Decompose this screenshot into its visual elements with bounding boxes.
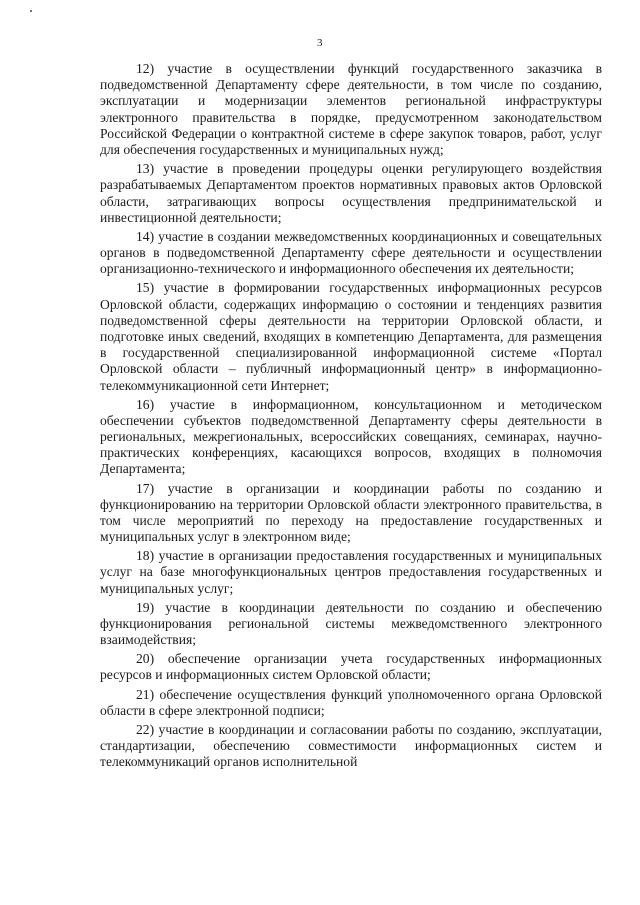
clause-19: 19) участие в координации деятельности по созданию и обеспечению функционирования региональной системы межведомственного электронного взаимодействия;: [100, 599, 602, 648]
clause-14: 14) участие в создании межведомственных координационных и совещательных органов в подведомственной Департаменту сфере деятельности и осуществлении организационно-технического и информационного обеспечения их деятельности;: [100, 228, 602, 277]
clause-13: 13) участие в проведении процедуры оценки регулирующего воздействия разрабатываемых Департаментом проектов нормативных правовых актов Орловской области, затрагивающих вопросы осуществления предпринимательской и инвестиционной деятельности;: [100, 161, 602, 225]
clause-21: 21) обеспечение осуществления функций уполномоченного органа Орловской области в сфере электронной подписи;: [100, 686, 602, 718]
scan-artifact-dot: [30, 10, 32, 12]
page-number: 3: [317, 37, 323, 49]
clause-16: 16) участие в информационном, консультационном и методическом обеспечении субъектов подведомственной Департаменту сферы деятельности в региональных, межрегиональных, всероссийских совещаниях, семинарах, научно-практических конференциях, касающихся вопросов, входящих в полномочия Департамента;: [100, 396, 602, 477]
document-body: [100, 61, 602, 773]
clause-15: 15) участие в формировании государственных информационных ресурсов Орловской области, содержащих информацию о состоянии и тенденциях развития подведомственной сферы деятельности на территории Орловской области, и подготовке иных сведений, входящих в компетенцию Департамента, для размещения в государственной специализированной информационной системе «Портал Орловской области – публичный информационный центр» в информационно-телекоммуникационной сети Интернет;: [100, 280, 602, 393]
clause-12: 12) участие в осуществлении функций государственного заказчика в подведомственной Департаменту сфере деятельности, в том числе по созданию, эксплуатации и модернизации элементов региональной инфраструктуры электронного правительства в порядке, предусмотренном законодательством Российской Федерации о контрактной системе в сфере закупок товаров, работ, услуг для обеспечения государственных и муниципальных нужд;: [100, 61, 602, 158]
clause-17: 17) участие в организации и координации работы по созданию и функционированию на территории Орловской области электронного правительства, в том числе мероприятий по переходу на предоставление государственных и муниципальных услуг в электронном виде;: [100, 480, 602, 545]
clause-18: 18) участие в организации предоставления государственных и муниципальных услуг на базе многофункциональных центров предоставления государственных и муниципальных услуг;: [100, 548, 602, 596]
clause-20: 20) обеспечение организации учета государственных информационных ресурсов и информационных систем Орловской области;: [100, 651, 602, 683]
clause-22: 22) участие в координации и согласовании работы по созданию, эксплуатации, стандартизации, обеспечению совместимости информационных систем и телекоммуникаций органов исполнительной: [100, 721, 602, 770]
